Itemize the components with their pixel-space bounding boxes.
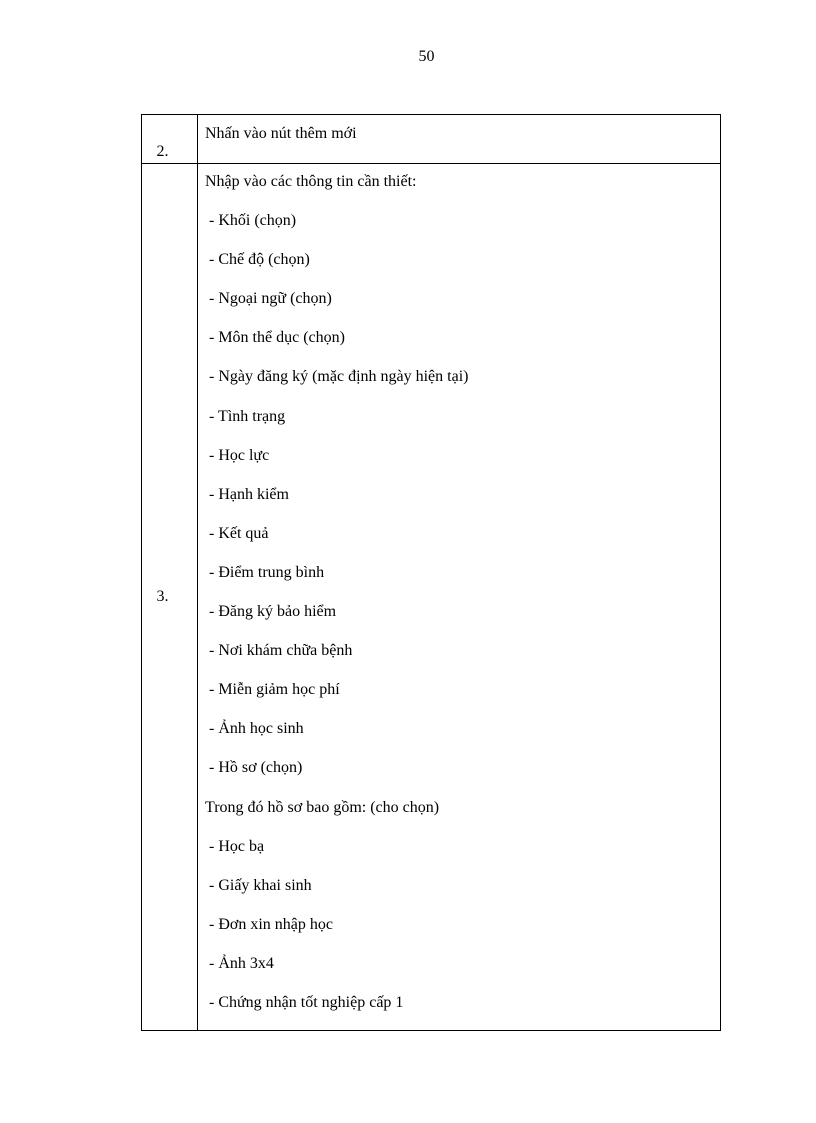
dossier-item-chung-nhan-tot-nghiep: - Chứng nhận tốt nghiệp cấp 1: [209, 993, 404, 1011]
field-item-dang-ky-bao-hiem: - Đăng ký bảo hiểm: [209, 603, 337, 621]
field-item-che-do: - Chế độ (chọn): [209, 251, 310, 269]
dossier-item-giay-khai-sinh: - Giấy khai sinh: [209, 876, 312, 894]
page-number: 50: [418, 48, 435, 65]
field-item-hoc-luc: - Học lực: [209, 446, 270, 464]
step-intro: Nhập vào các thông tin cần thiết:: [205, 173, 417, 190]
field-item-diem-trung-binh: - Điểm trung bình: [209, 563, 325, 581]
step-number: 2.: [156, 143, 169, 160]
field-item-ho-so: - Hồ sơ (chọn): [209, 759, 303, 777]
field-item-ket-qua: - Kết quả: [209, 524, 269, 542]
steps-table: [141, 114, 721, 1031]
field-item-anh-hoc-sinh: - Ảnh học sinh: [209, 720, 304, 738]
step-content-cell: [198, 115, 721, 164]
step-number-cell: [142, 115, 198, 164]
dossier-item-don-xin-nhap-hoc: - Đơn xin nhập học: [209, 915, 333, 933]
field-item-khoi: - Khối (chọn): [209, 212, 297, 230]
table-row: [142, 164, 721, 1031]
step-text: Nhấn vào nút thêm mới: [205, 125, 357, 142]
step-number: 3.: [156, 588, 169, 606]
field-item-noi-kham-chua-benh: - Nơi khám chữa bệnh: [209, 642, 353, 660]
field-item-mien-giam-hoc-phi: - Miễn giảm học phí: [209, 681, 340, 699]
dossier-item-anh-3x4: - Ảnh 3x4: [209, 954, 274, 972]
field-item-hanh-kiem: - Hạnh kiểm: [209, 485, 289, 503]
field-item-tinh-trang: - Tình trạng: [209, 407, 286, 425]
step-content-cell: [198, 164, 721, 1031]
table-row: [142, 115, 721, 164]
field-item-ngoai-ngu: - Ngoại ngữ (chọn): [209, 290, 332, 308]
dossier-item-hoc-ba: - Học bạ: [209, 837, 265, 855]
step-number-cell: [142, 164, 198, 1031]
field-item-mon-the-duc: - Môn thể dục (chọn): [209, 329, 345, 347]
dossier-intro: Trong đó hồ sơ bao gồm: (cho chọn): [205, 798, 440, 816]
field-item-ngay-dang-ky: - Ngày đăng ký (mặc định ngày hiện tại): [209, 368, 469, 386]
